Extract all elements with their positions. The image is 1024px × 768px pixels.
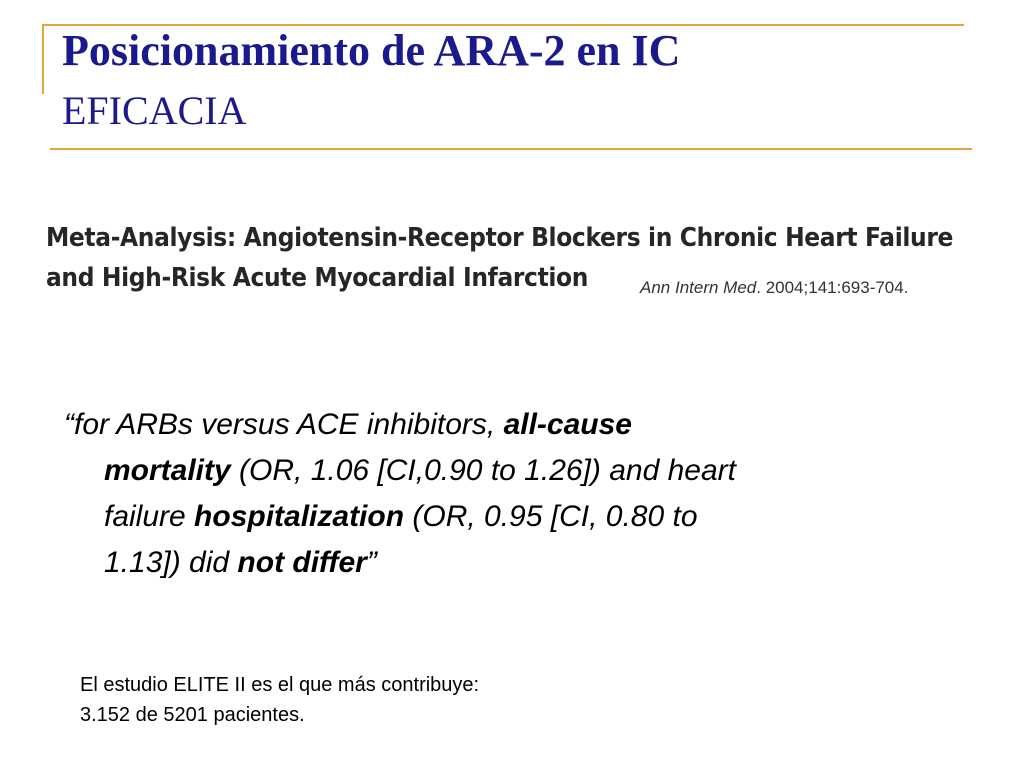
reference-journal: Ann Intern Med [640,278,757,297]
slide-title: Posicionamiento de ARA-2 en IC [62,26,681,75]
quote-emphasis: all-cause [503,408,632,441]
reference-title-line-2: and High-Risk Acute Myocardial Infarction [46,263,589,293]
slide-subtitle: EFICACIA [62,88,247,133]
reference-title-line-1: Meta-Analysis: Angiotensin-Receptor Blockers in Chronic Heart Failure [46,223,954,253]
reference-image [46,218,1006,308]
quote-text: ” [366,546,377,579]
quote-text: (OR, 1.06 [CI,0.90 to 1.26]) and heart [230,454,736,487]
quote-line-3 [64,494,964,540]
study-note-line-2: 3.152 de 5201 pacientes. [80,704,305,726]
quote-line-2 [64,448,964,494]
title-frame-bottom-line [50,148,972,150]
quote-emphasis: mortality [104,454,231,487]
quote-text: “for ARBs versus ACE inhibitors, [64,408,504,441]
study-note-line-1: El estudio ELITE II es el que más contribuye: [80,674,480,696]
reference-citation-details: . 2004;141:693-704. [756,278,909,297]
reference-citation [640,278,908,298]
quote-line-4 [64,540,964,586]
quote-emphasis: not differ [237,546,367,579]
quote-emphasis: hospitalization [194,500,405,533]
study-note [80,670,479,730]
quote-text: (OR, 0.95 [CI, 0.80 to [404,500,698,533]
quote-text: 1.13]) did [104,546,238,579]
title-frame-vertical-line [42,24,44,94]
quote-line-1 [64,402,964,448]
quote-block [64,402,964,586]
quote-text: failure [104,500,195,533]
